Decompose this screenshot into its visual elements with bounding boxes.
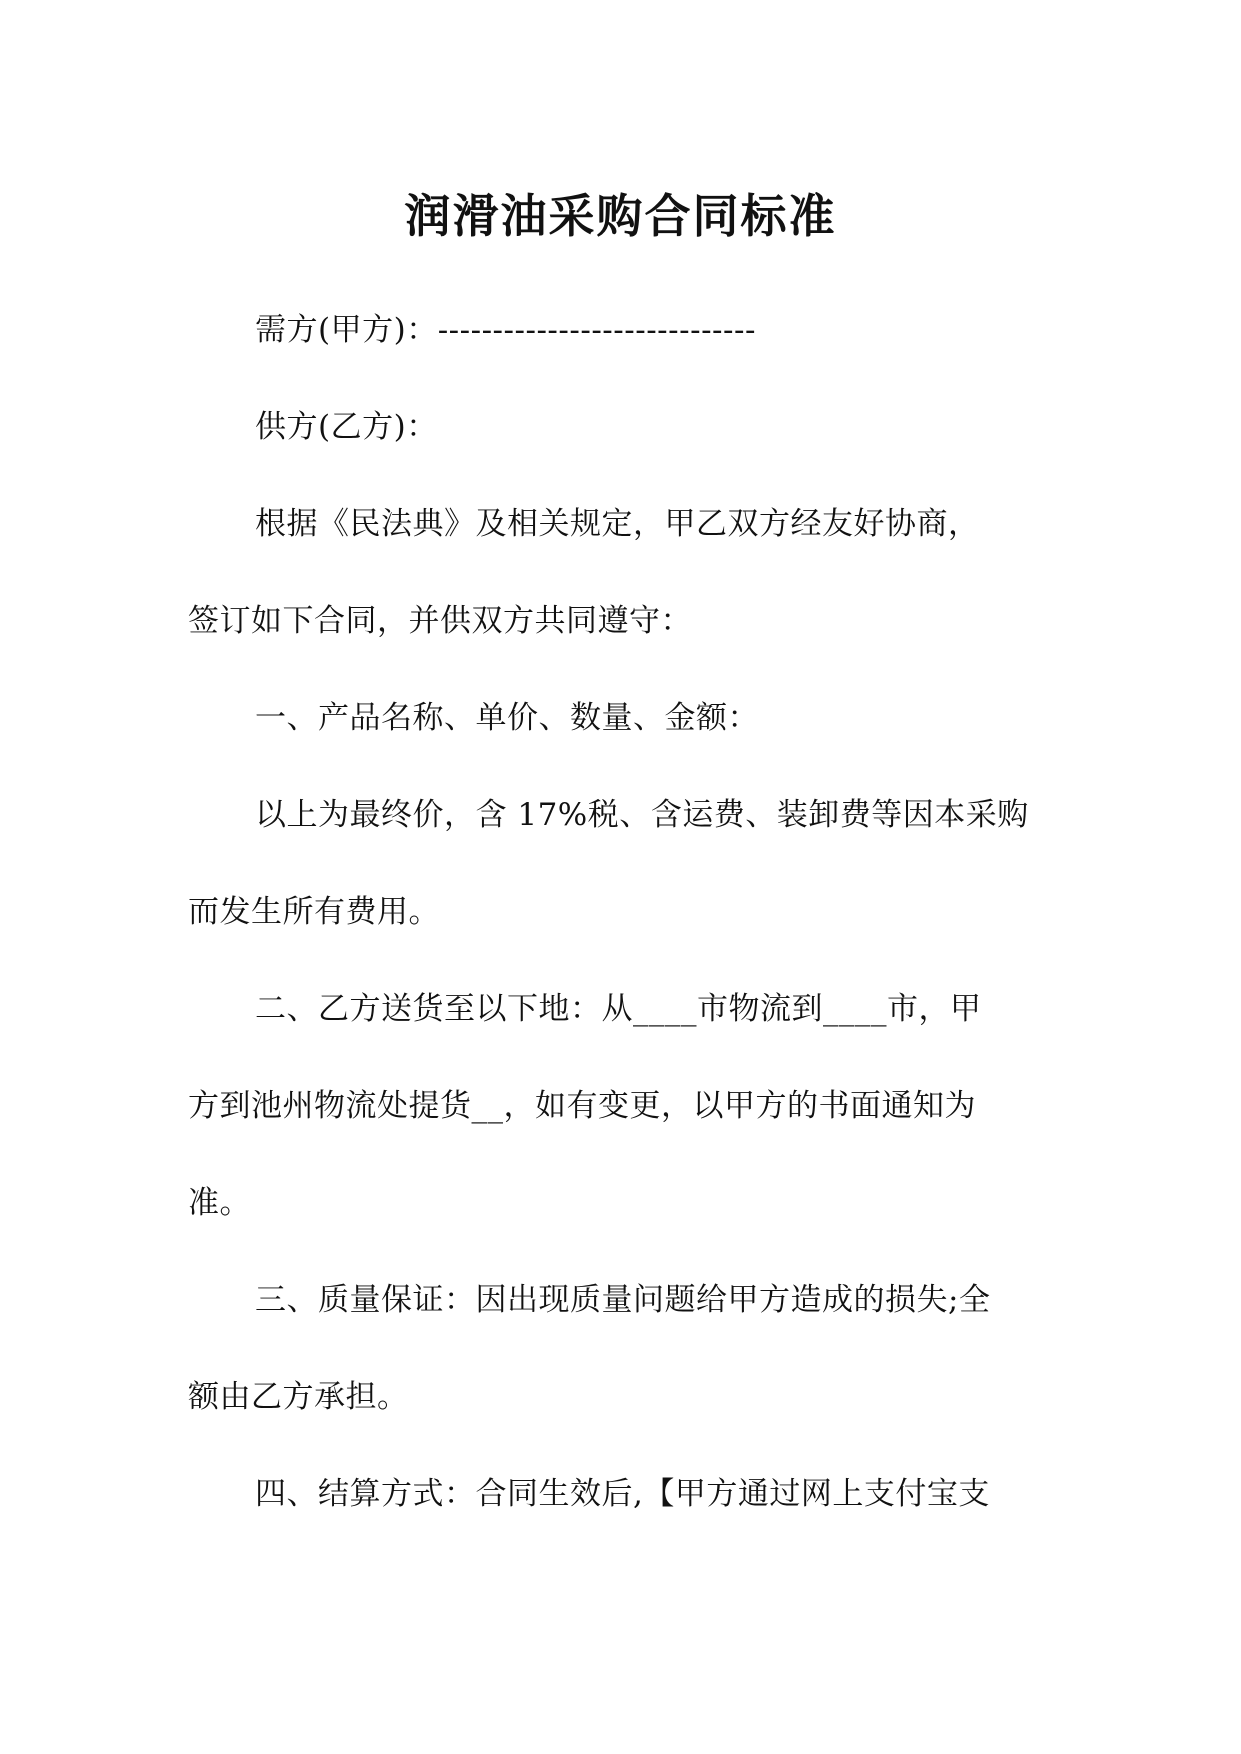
preamble-line-2: 签订如下合同，并供双方共同遵守：	[188, 603, 692, 639]
supplier-party-line: 供方(乙方)：	[255, 409, 438, 445]
clause-4-line-1: 四、结算方式：合同生效后,【甲方通过网上支付宝支	[255, 1476, 990, 1512]
clause-2-line-1: 二、乙方送货至以下地：从____市物流到____市，甲	[255, 991, 982, 1027]
price-note-line-1: 以上为最终价，含 17%税、含运费、装卸费等因本采购	[255, 797, 1029, 833]
clause-2-line-2: 方到池州物流处提货__，如有变更，以甲方的书面通知为	[188, 1088, 976, 1124]
clause-3-line-1: 三、质量保证：因出现质量问题给甲方造成的损失;全	[255, 1282, 991, 1318]
buyer-party-line: 需方(甲方)：-----------------------------	[255, 312, 756, 348]
clause-1-heading: 一、产品名称、单价、数量、金额：	[255, 700, 759, 736]
clause-3-line-2: 额由乙方承担。	[188, 1379, 409, 1415]
price-note-line-2: 而发生所有费用。	[188, 894, 440, 930]
document-title: 润滑油采购合同标准	[404, 188, 837, 243]
clause-2-line-3: 准。	[188, 1185, 251, 1221]
preamble-line-1: 根据《民法典》及相关规定，甲乙双方经友好协商，	[255, 506, 980, 542]
